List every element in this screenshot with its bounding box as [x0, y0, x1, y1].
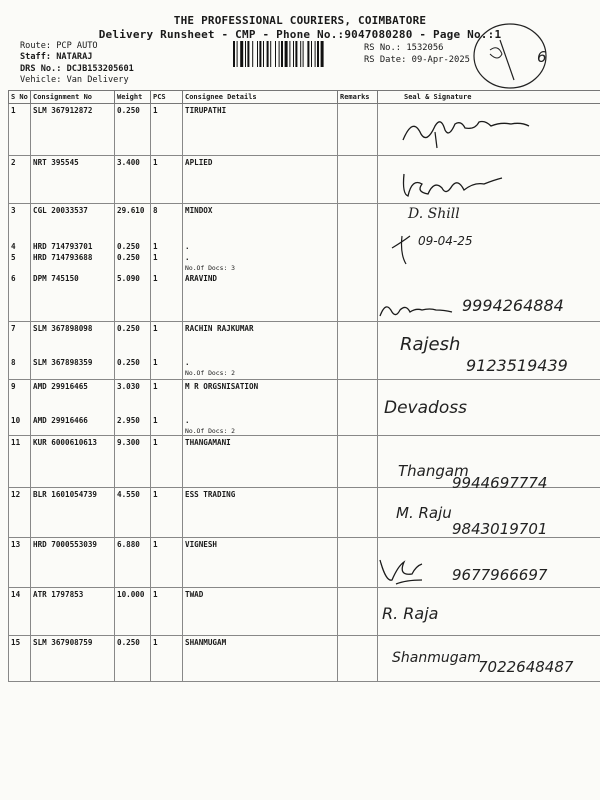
phone-8: 9123519439	[466, 356, 568, 375]
runsheet-subtitle: Delivery Runsheet - CMP - Phone No.:9047080280 - Page No.:1	[98, 28, 502, 41]
drs-label: DRS No.: DCJB153205601	[20, 64, 134, 74]
table-row: 3 CGL 20033537 29.610 8 MINDOX	[9, 204, 600, 240]
table-row: 12 BLR 1601054739 4.550 1 ESS TRADING	[9, 488, 600, 538]
staff-label: Staff: NATARAJ	[20, 52, 93, 62]
table-row: 10 AMD 29916466 2.950 1 . No.Of Docs: 2	[9, 414, 600, 436]
col-consignee: Consignee Details	[183, 91, 338, 104]
handwritten-date: 09-04-25	[418, 234, 473, 248]
signature-text-14: R. Raja	[382, 604, 439, 623]
table-row: 4 HRD 714793701 0.250 1 .	[9, 240, 600, 251]
table-row: 9 AMD 29916465 3.030 1 M R ORGSNISATION	[9, 380, 600, 414]
signature-text-3: D. Shill	[408, 206, 460, 222]
signature-scribble-2	[398, 166, 508, 202]
company-title: THE PROFESSIONAL COURIERS, COIMBATORE	[173, 14, 427, 27]
table-row: 1 SLM 367912872 0.250 1 TIRUPATHI	[9, 104, 600, 156]
runsheet-table	[8, 90, 600, 682]
signature-text-15: Shanmugam	[392, 650, 481, 666]
signature-text-12: M. Raju	[396, 504, 452, 522]
phone-12: 9843019701	[452, 520, 548, 538]
signature-scribble-1	[395, 112, 555, 152]
docs-count: No.Of Docs: 3	[185, 263, 236, 272]
table-row: 13 HRD 7000553039 6.880 1 VIGNESH	[9, 538, 600, 588]
col-remarks: Remarks	[338, 91, 378, 104]
table-row: 11 KUR 6000610613 9.300 1 THANGAMANI	[9, 436, 600, 488]
rs-date: RS Date: 09-Apr-2025	[364, 55, 470, 65]
arrow-scribble	[388, 228, 418, 268]
signature-text-9: Devadoss	[384, 398, 467, 418]
col-weight: Weight	[115, 91, 151, 104]
table-row: 8 SLM 367898359 0.250 1 . No.Of Docs: 2	[9, 356, 600, 380]
phone-11: 9944697774	[452, 474, 548, 492]
rs-number: RS No.: 1532056	[364, 43, 444, 53]
phone-15: 7022648487	[478, 658, 574, 676]
signature-text-11: Thangam	[398, 462, 469, 480]
signature-text-7: Rajesh	[400, 334, 461, 355]
table-header-row	[9, 91, 600, 104]
table-row: 2 NRT 395545 3.400 1 APLIED	[9, 156, 600, 204]
signature-scribble-6	[376, 298, 456, 320]
table-row: 5 HRD 714793688 0.250 1 . No.Of Docs: 3	[9, 251, 600, 272]
col-pcs: PCS	[151, 91, 183, 104]
docs-count: No.Of Docs: 2	[185, 426, 236, 435]
table-row: 7 SLM 367898098 0.250 1 RACHIN RAJKUMAR	[9, 322, 600, 356]
barcode	[233, 41, 355, 67]
route-label: Route: PCP AUTO	[20, 41, 98, 51]
table-row: 15 SLM 367908759 0.250 1 SHANMUGAM	[9, 636, 600, 682]
phone-13: 9677966697	[452, 566, 548, 584]
vehicle-label: Vehicle: Van Delivery	[20, 75, 129, 85]
table-row: 6 DPM 745150 5.090 1 ARAVIND	[9, 272, 600, 322]
col-consignment: Consignment No	[31, 91, 115, 104]
signature-scribble-13	[376, 554, 426, 588]
page-total-note: 6	[537, 48, 547, 66]
phone-6: 9994264884	[462, 296, 564, 315]
table-row: 14 ATR 1797853 10.000 1 TWAD	[9, 588, 600, 636]
col-signature: Seal & Signature	[378, 91, 600, 104]
col-sno: S No	[9, 91, 31, 104]
docs-count: No.Of Docs: 2	[185, 368, 236, 377]
